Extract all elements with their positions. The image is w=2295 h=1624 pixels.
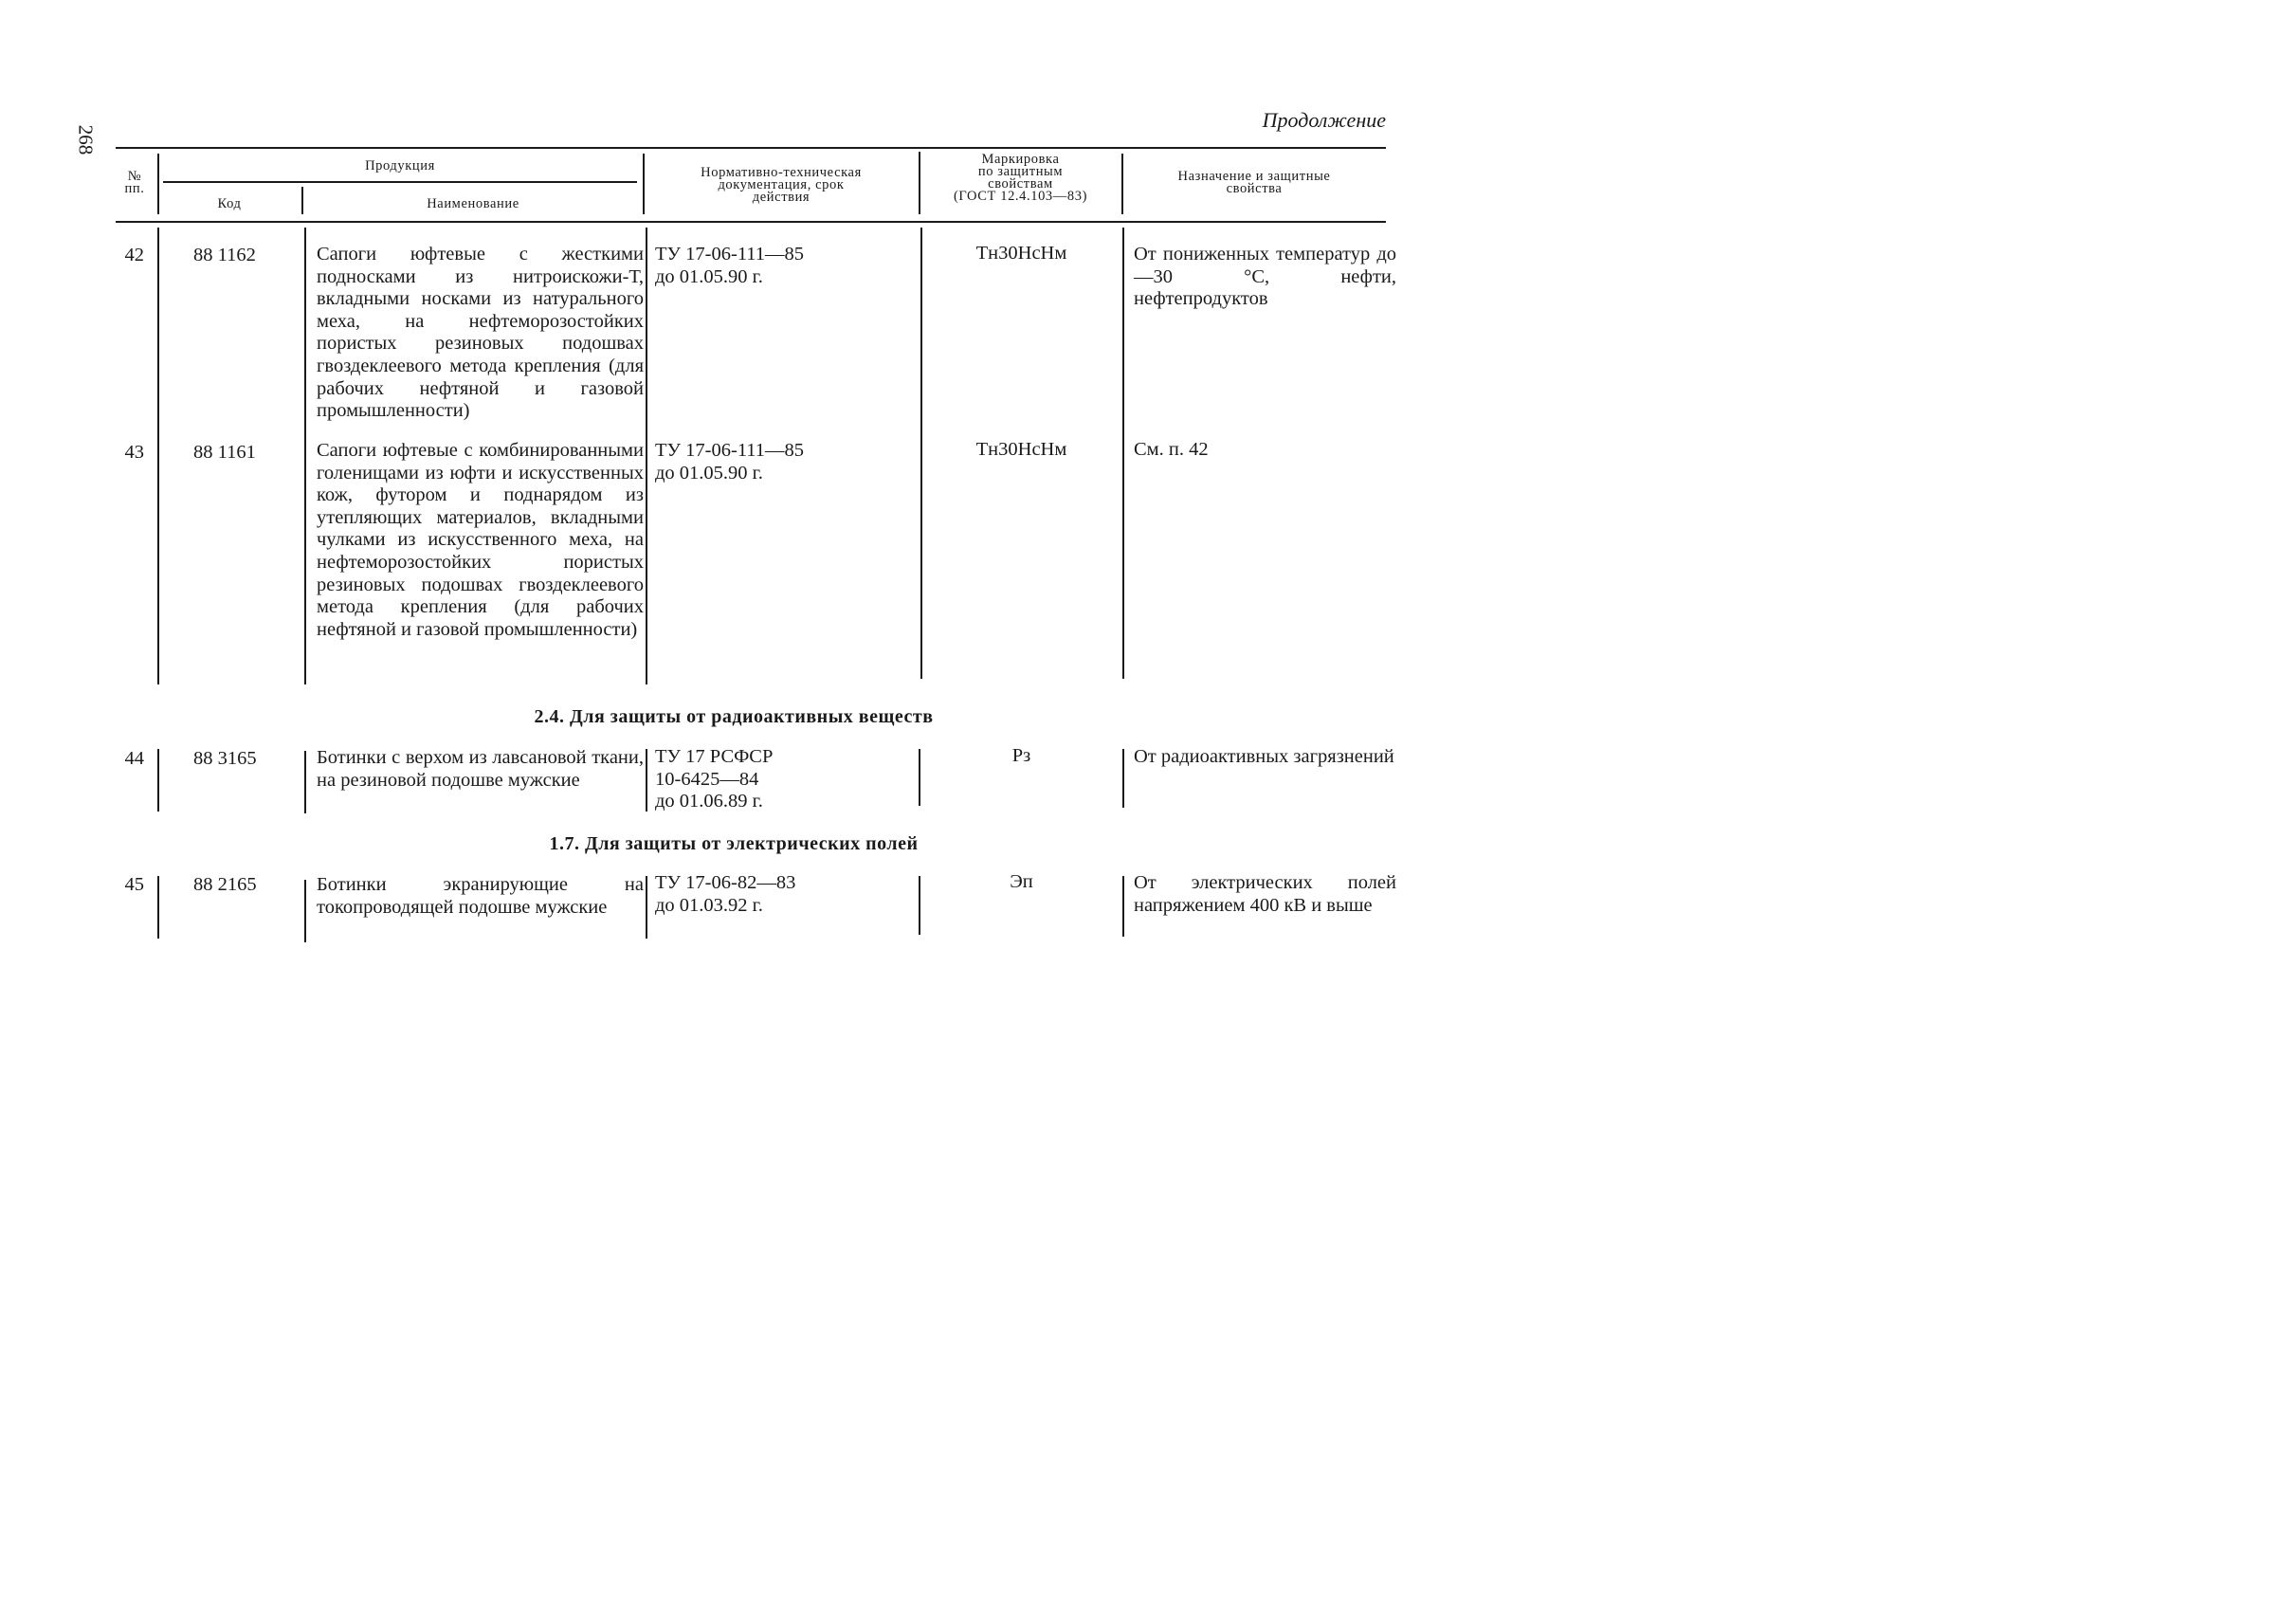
column-divider [157, 876, 159, 939]
product-name: Сапоги юфтевые с жесткими подносками из нитроискожи-Т, вкладными носками из натурального меха, на нефтеморозостойких пористых резиновых подошвах гвоздеклеевого метода крепления (для рабочих нефтяной и газовой промышленности) [317, 244, 644, 422]
row-number: 45 [124, 874, 144, 895]
protective-marking: Тн30НсНм [975, 439, 1067, 460]
purpose-properties: От электрических полей напряжением 400 кВ и выше [1134, 872, 1396, 916]
section-heading: 1.7. Для защиты от электрических полей [549, 833, 919, 854]
normative-doc: ТУ 17-06-111—85 до 01.05.90 г. [655, 244, 805, 287]
table-top-rule [116, 147, 1386, 149]
header-divider [643, 154, 645, 214]
product-group-rule [163, 181, 637, 183]
column-divider [157, 228, 159, 684]
table-header-bottom-rule [116, 221, 1386, 223]
header-purpose: Назначение и защитные свойства [1177, 169, 1331, 196]
purpose-properties: См. п. 42 [1134, 439, 1209, 460]
protective-marking: Эп [1010, 871, 1033, 892]
header-divider [919, 152, 920, 214]
column-divider [920, 228, 922, 679]
product-name: Ботинки с верхом из лавсановой ткани, на резиновой подошве мужские [317, 747, 644, 791]
header-divider [301, 187, 303, 214]
header-code: Код [217, 196, 242, 211]
purpose-properties: От пониженных температур до —30 °С, нефти, нефтепродуктов [1134, 244, 1396, 310]
column-divider [646, 749, 647, 812]
column-divider [304, 751, 306, 813]
column-divider [304, 880, 306, 942]
product-code: 88 1161 [193, 442, 256, 463]
product-name: Ботинки экранирующие на токопроводящей подошве мужские [317, 874, 644, 918]
purpose-properties: От радиоактивных загрязнений [1134, 746, 1394, 767]
protective-marking: Тн30НсНм [975, 243, 1067, 264]
protective-marking: Рз [1011, 745, 1031, 766]
product-name: Сапоги юфтевые с комбинированными голенищами из юфти и искусственных кож, футором и поднарядом из утепляющих материалов, вкладными чулками из искусственного меха, на нефтеморозостойких пористых резиновых подошвах гвоздеклеевого метода крепления (для рабочих нефтяной и газовой промышленности) [317, 440, 644, 640]
product-code: 88 2165 [193, 874, 257, 895]
column-divider [646, 876, 647, 939]
header-name: Наименование [427, 196, 519, 211]
continuation-label: Продолжение [1262, 108, 1386, 132]
row-number: 44 [124, 748, 144, 769]
normative-doc: ТУ 17-06-111—85 до 01.05.90 г. [655, 440, 805, 484]
product-code: 88 3165 [193, 748, 257, 769]
product-code: 88 1162 [193, 245, 256, 265]
column-divider [1122, 228, 1124, 679]
header-no: № пп. [124, 169, 145, 196]
header-divider [1121, 154, 1123, 214]
column-divider [919, 876, 920, 935]
column-divider [1122, 876, 1124, 937]
column-divider [157, 749, 159, 812]
row-number: 43 [124, 442, 144, 463]
header-normative: Нормативно-техническая документация, срок действия [701, 165, 862, 205]
normative-doc: ТУ 17-06-82—83 до 01.03.92 г. [655, 872, 796, 916]
section-heading: 2.4. Для защиты от радиоактивных веществ [534, 706, 934, 727]
column-divider [919, 749, 920, 806]
normative-doc: ТУ 17 РСФСР 10-6425—84 до 01.06.89 г. [655, 746, 774, 812]
header-marking: Маркировка по защитным свойствам (ГОСТ 12.4.103—83) [953, 152, 1088, 204]
header-product: Продукция [365, 158, 435, 173]
column-divider [1122, 749, 1124, 808]
page-number: 268 [74, 124, 98, 155]
header-divider [157, 154, 159, 214]
row-number: 42 [124, 245, 144, 265]
column-divider [646, 228, 647, 684]
column-divider [304, 228, 306, 684]
